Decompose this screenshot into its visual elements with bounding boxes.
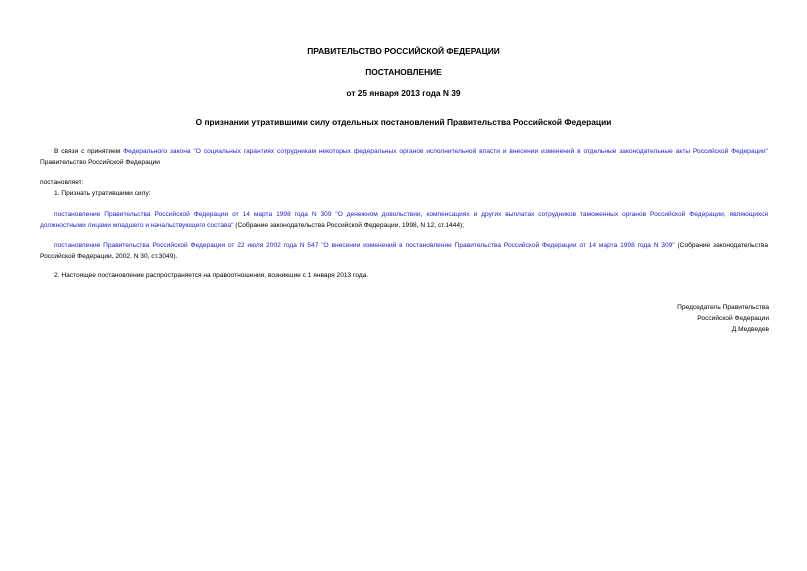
federal-law-link[interactable]: Федерального закона "О социальных гарантиях сотрудникам некоторых федеральных органов исполнительной власти и внесении изменений в отдельные законодательные акты Российской Федерации" xyxy=(123,148,768,155)
signature-position: Председатель Правительства xyxy=(677,304,769,311)
repealed-doc-1-paragraph xyxy=(40,210,768,231)
repealed-doc-2-source: (Собрание законодательства Российской Федерации, 2002, N 30, ст.3049). xyxy=(40,242,768,260)
item-2-text: 2. Настоящее постановление распространяется на правоотношения, возникшие с 1 января 2013 года. xyxy=(54,272,369,279)
intro-suffix: Правительство Российской Федерации xyxy=(40,158,160,166)
document-type-heading: ПОСТАНОВЛЕНИЕ xyxy=(365,67,442,77)
item-1-text: 1. Признать утратившими силу: xyxy=(54,190,151,197)
signature-block xyxy=(677,302,769,335)
date-number-heading: от 25 января 2013 года N 39 xyxy=(346,88,461,98)
repealed-doc-2-paragraph xyxy=(40,241,768,262)
intro-paragraph xyxy=(40,147,768,168)
repealed-doc-1-source: (Собрание законодательства Российской Федерации, 1998, N 12, ст.1444); xyxy=(233,221,465,229)
resolves-text: постановляет: xyxy=(40,179,84,186)
document-title: О признании утратившими силу отдельных постановлений Правительства Российской Федерации xyxy=(195,117,612,127)
signature-position-country: Российской Федерации xyxy=(697,315,769,322)
repealed-doc-1-link[interactable]: постановление Правительства Российской Федерации от 14 марта 1998 года N 309 "О денежном довольствии, компенсациях и других выплатах сотрудников таможенных органов Российской Федерации, являющихся должностными лицами младшего и начальствующего состава" xyxy=(40,211,768,229)
organization-heading: ПРАВИТЕЛЬСТВО РОССИЙСКОЙ ФЕДЕРАЦИИ xyxy=(307,46,500,56)
intro-prefix: В связи с принятием xyxy=(54,148,124,155)
signature-name: Д.Медведев xyxy=(731,326,769,333)
repealed-doc-2-link[interactable]: постановление Правительства Российской Федерации от 22 июля 2002 года N 547 "О внесении изменений в постановление Правительства Российской Федерации от 14 марта 1998 года N 309" xyxy=(54,242,675,249)
